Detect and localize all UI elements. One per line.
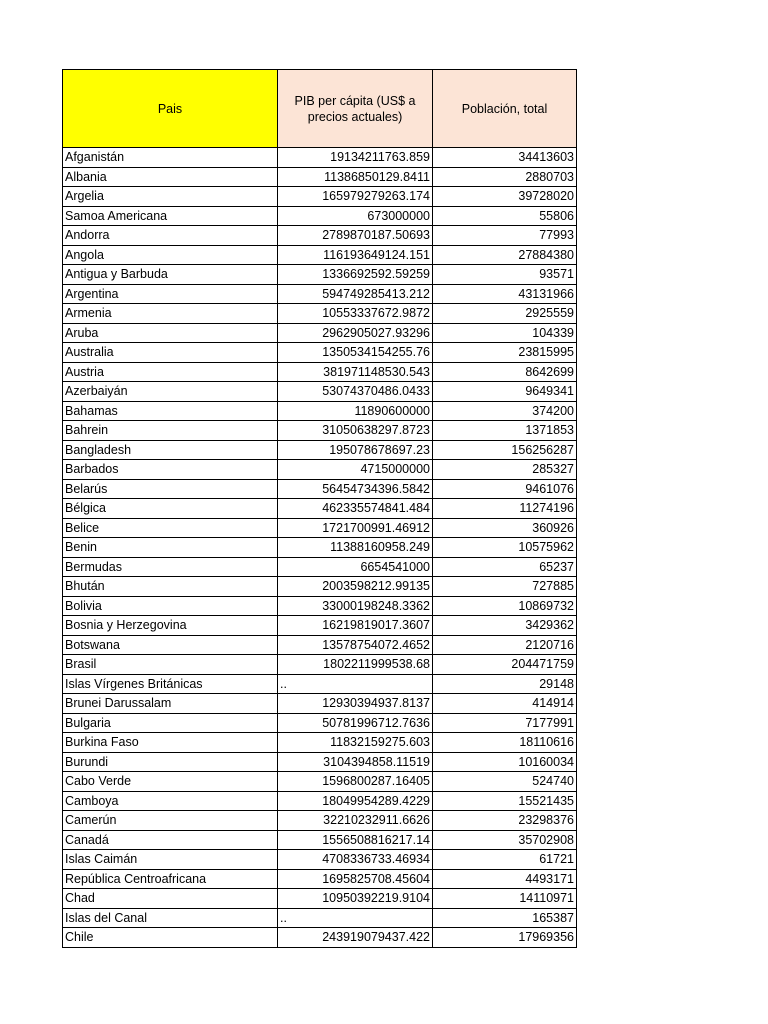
cell-country[interactable]: Andorra [63,226,278,246]
cell-gdp[interactable]: 1802211999538.68 [278,655,433,675]
cell-country[interactable]: República Centroafricana [63,869,278,889]
cell-population[interactable]: 165387 [433,908,577,928]
table-row [63,421,577,441]
cell-country[interactable]: Brasil [63,655,278,675]
cell-population[interactable]: 8642699 [433,362,577,382]
table-row [63,323,577,343]
table-row [63,908,577,928]
cell-population[interactable]: 156256287 [433,440,577,460]
cell-population[interactable]: 524740 [433,772,577,792]
cell-gdp[interactable]: 195078678697.23 [278,440,433,460]
cell-country[interactable]: Argelia [63,187,278,207]
cell-population[interactable]: 727885 [433,577,577,597]
cell-population[interactable]: 27884380 [433,245,577,265]
cell-gdp[interactable]: 31050638297.8723 [278,421,433,441]
cell-gdp[interactable]: 2789870187.50693 [278,226,433,246]
cell-population[interactable]: 11274196 [433,499,577,519]
table-row [63,616,577,636]
table-row [63,655,577,675]
cell-country[interactable]: Samoa Americana [63,206,278,226]
cell-population[interactable]: 65237 [433,557,577,577]
cell-gdp[interactable]: 2962905027.93296 [278,323,433,343]
table-row [63,538,577,558]
cell-population[interactable]: 55806 [433,206,577,226]
cell-country[interactable]: Belice [63,518,278,538]
cell-country[interactable]: Chile [63,928,278,948]
table-row [63,811,577,831]
cell-gdp[interactable]: 32210232911.6626 [278,811,433,831]
cell-gdp[interactable]: 10553337672.9872 [278,304,433,324]
cell-gdp[interactable]: 2003598212.99135 [278,577,433,597]
header-gdp[interactable]: PIB per cápita (US$ a precios actuales) [278,70,433,148]
cell-country[interactable]: Aruba [63,323,278,343]
cell-country[interactable]: Camboya [63,791,278,811]
cell-country[interactable]: Bahrein [63,421,278,441]
table-row [63,343,577,363]
cell-gdp[interactable]: 13578754072.4652 [278,635,433,655]
cell-gdp[interactable]: .. [278,908,433,928]
cell-population[interactable]: 10869732 [433,596,577,616]
table-row [63,499,577,519]
cell-population[interactable]: 39728020 [433,187,577,207]
cell-country[interactable]: Islas Vírgenes Británicas [63,674,278,694]
cell-gdp[interactable]: 11386850129.8411 [278,167,433,187]
cell-population[interactable]: 34413603 [433,148,577,168]
cell-gdp[interactable]: 19134211763.859 [278,148,433,168]
cell-population[interactable]: 285327 [433,460,577,480]
cell-gdp[interactable]: 673000000 [278,206,433,226]
cell-country[interactable]: Bangladesh [63,440,278,460]
cell-gdp[interactable]: 3104394858.11519 [278,752,433,772]
cell-population[interactable]: 15521435 [433,791,577,811]
cell-country[interactable]: Brunei Darussalam [63,694,278,714]
cell-country[interactable]: Islas del Canal [63,908,278,928]
cell-gdp[interactable]: 10950392219.9104 [278,889,433,909]
cell-gdp[interactable]: 16219819017.3607 [278,616,433,636]
table-row [63,187,577,207]
table-row [63,382,577,402]
table-row [63,674,577,694]
cell-population[interactable]: 374200 [433,401,577,421]
table-row [63,752,577,772]
cell-country[interactable]: Antigua y Barbuda [63,265,278,285]
cell-population[interactable]: 7177991 [433,713,577,733]
cell-country[interactable]: Burundi [63,752,278,772]
cell-population[interactable]: 17969356 [433,928,577,948]
cell-population[interactable]: 29148 [433,674,577,694]
cell-country[interactable]: Benin [63,538,278,558]
cell-population[interactable]: 77993 [433,226,577,246]
cell-gdp[interactable]: 11832159275.603 [278,733,433,753]
table-row [63,694,577,714]
cell-population[interactable]: 360926 [433,518,577,538]
cell-country[interactable]: Azerbaiyán [63,382,278,402]
table-row [63,635,577,655]
cell-population[interactable]: 10160034 [433,752,577,772]
cell-gdp[interactable]: 165979279263.174 [278,187,433,207]
cell-country[interactable]: Angola [63,245,278,265]
cell-population[interactable]: 18110616 [433,733,577,753]
cell-gdp[interactable]: 53074370486.0433 [278,382,433,402]
cell-gdp[interactable]: 594749285413.212 [278,284,433,304]
cell-population[interactable]: 23815995 [433,343,577,363]
cell-country[interactable]: Albania [63,167,278,187]
table-row [63,518,577,538]
table-row [63,928,577,948]
cell-population[interactable]: 3429362 [433,616,577,636]
cell-gdp[interactable]: 50781996712.7636 [278,713,433,733]
table-row [63,460,577,480]
cell-gdp[interactable]: 1596800287.16405 [278,772,433,792]
table-row [63,226,577,246]
cell-population[interactable]: 104339 [433,323,577,343]
cell-gdp[interactable]: .. [278,674,433,694]
cell-gdp[interactable]: 381971148530.543 [278,362,433,382]
cell-country[interactable]: Armenia [63,304,278,324]
cell-population[interactable]: 4493171 [433,869,577,889]
cell-gdp[interactable]: 1695825708.45604 [278,869,433,889]
table-row [63,850,577,870]
cell-gdp[interactable]: 11388160958.249 [278,538,433,558]
cell-country[interactable]: Argentina [63,284,278,304]
cell-country[interactable]: Burkina Faso [63,733,278,753]
table-row [63,148,577,168]
cell-country[interactable]: Bulgaria [63,713,278,733]
cell-gdp[interactable]: 1721700991.46912 [278,518,433,538]
cell-gdp[interactable]: 12930394937.8137 [278,694,433,714]
cell-population[interactable]: 61721 [433,850,577,870]
table-row [63,713,577,733]
table-row [63,284,577,304]
cell-gdp[interactable]: 243919079437.422 [278,928,433,948]
cell-country[interactable]: Cabo Verde [63,772,278,792]
cell-gdp[interactable]: 1350534154255.76 [278,343,433,363]
table-row [63,733,577,753]
table-row [63,869,577,889]
table-row [63,265,577,285]
cell-population[interactable]: 1371853 [433,421,577,441]
cell-country[interactable]: Austria [63,362,278,382]
header-population[interactable]: Población, total [433,70,577,148]
cell-country[interactable]: Bahamas [63,401,278,421]
cell-gdp[interactable]: 56454734396.5842 [278,479,433,499]
cell-country[interactable]: Canadá [63,830,278,850]
table-row [63,304,577,324]
cell-population[interactable]: 93571 [433,265,577,285]
cell-gdp[interactable]: 6654541000 [278,557,433,577]
cell-gdp[interactable]: 11890600000 [278,401,433,421]
cell-population[interactable]: 23298376 [433,811,577,831]
cell-population[interactable]: 2880703 [433,167,577,187]
cell-population[interactable]: 43131966 [433,284,577,304]
table-row [63,830,577,850]
table-row [63,245,577,265]
table-row [63,577,577,597]
cell-country[interactable]: Chad [63,889,278,909]
cell-gdp[interactable]: 18049954289.4229 [278,791,433,811]
cell-country[interactable]: Camerún [63,811,278,831]
cell-gdp[interactable]: 4708336733.46934 [278,850,433,870]
cell-country[interactable]: Bermudas [63,557,278,577]
cell-population[interactable]: 9649341 [433,382,577,402]
cell-country[interactable]: Afganistán [63,148,278,168]
cell-country[interactable]: Australia [63,343,278,363]
table-row [63,167,577,187]
cell-country[interactable]: Islas Caimán [63,850,278,870]
cell-country[interactable]: Bélgica [63,499,278,519]
table-row [63,362,577,382]
cell-population[interactable]: 204471759 [433,655,577,675]
cell-country[interactable]: Bolivia [63,596,278,616]
table-row [63,206,577,226]
data-table [62,69,577,948]
cell-gdp[interactable]: 116193649124.151 [278,245,433,265]
table-row [63,791,577,811]
cell-population[interactable]: 2925559 [433,304,577,324]
header-country[interactable]: Pais [63,70,278,148]
table-row [63,479,577,499]
cell-country[interactable]: Botswana [63,635,278,655]
cell-population[interactable]: 2120716 [433,635,577,655]
table-row [63,596,577,616]
cell-population[interactable]: 9461076 [433,479,577,499]
table-row [63,772,577,792]
cell-gdp[interactable]: 462335574841.484 [278,499,433,519]
cell-gdp[interactable]: 4715000000 [278,460,433,480]
cell-gdp[interactable]: 33000198248.3362 [278,596,433,616]
cell-country[interactable]: Bhután [63,577,278,597]
table-body [63,148,577,948]
table-row [63,401,577,421]
cell-country[interactable]: Belarús [63,479,278,499]
header-row [63,70,577,148]
cell-population[interactable]: 414914 [433,694,577,714]
cell-country[interactable]: Bosnia y Herzegovina [63,616,278,636]
cell-population[interactable]: 14110971 [433,889,577,909]
cell-population[interactable]: 35702908 [433,830,577,850]
cell-country[interactable]: Barbados [63,460,278,480]
cell-gdp[interactable]: 1336692592.59259 [278,265,433,285]
table-row [63,557,577,577]
table-row [63,440,577,460]
cell-population[interactable]: 10575962 [433,538,577,558]
cell-gdp[interactable]: 1556508816217.14 [278,830,433,850]
table-row [63,889,577,909]
